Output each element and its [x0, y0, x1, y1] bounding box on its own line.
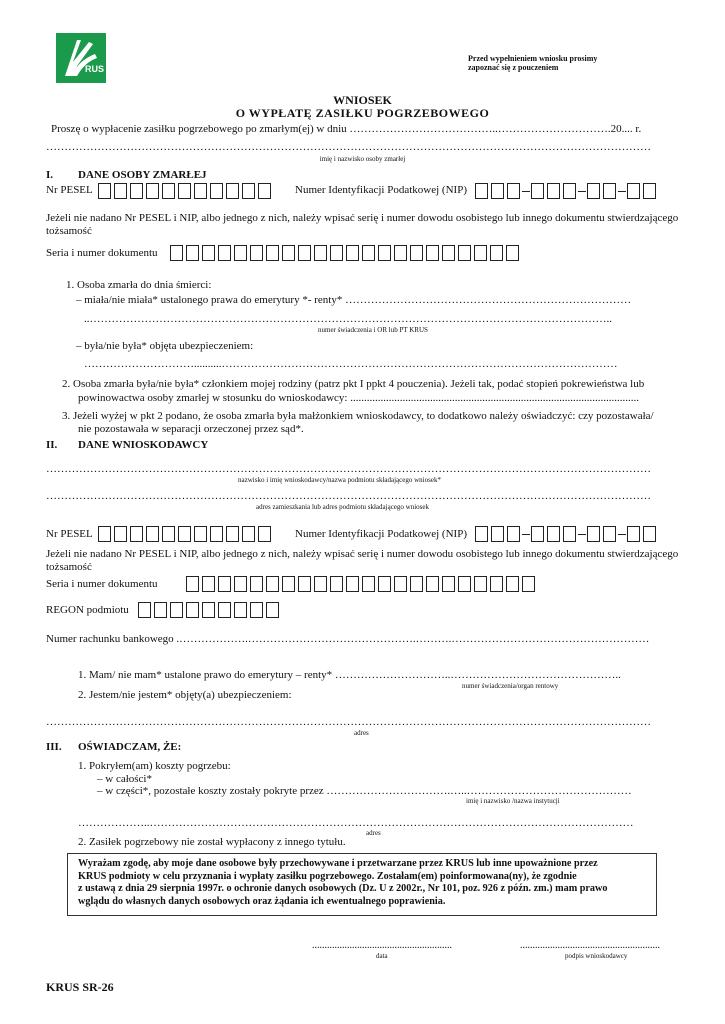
header-note-line1: Przed wypełnieniem wniosku prosimy [468, 54, 598, 63]
s2-doc-boxes[interactable] [186, 576, 538, 592]
nip-digit-box[interactable] [507, 183, 520, 199]
doc-char-box[interactable] [314, 576, 327, 592]
pesel-digit-box[interactable] [178, 526, 191, 542]
regon-digit-box[interactable] [202, 602, 215, 618]
s2-address-field[interactable]: ………………………………………………………………………………………………………………………………………………… [46, 490, 651, 502]
s1-doc-label: Seria i numer dokumentu [46, 247, 158, 259]
pesel-digit-box[interactable] [258, 183, 271, 199]
doc-char-box[interactable] [410, 576, 423, 592]
nip-digit-box[interactable] [627, 183, 640, 199]
signature-field[interactable]: ........................................................ [520, 940, 660, 951]
pesel-digit-box[interactable] [114, 526, 127, 542]
date-field[interactable]: ........................................................ [312, 940, 452, 951]
regon-digit-box[interactable] [234, 602, 247, 618]
nip-digit-box[interactable] [587, 183, 600, 199]
doc-char-box[interactable] [330, 245, 343, 261]
nip-digit-box[interactable] [531, 183, 544, 199]
nip-dash [578, 534, 586, 535]
s1-pesel-boxes[interactable] [98, 183, 274, 199]
s1-nopesel-text: Jeżeli nie nadano Nr PESEL i NIP, albo jednego z nich, należy wpisać serię i numer dowodu osobistego lub innego dokumentu stwierdzającego tożsamość [46, 212, 679, 237]
nip-digit-box[interactable] [643, 183, 656, 199]
pesel-digit-box[interactable] [98, 183, 111, 199]
doc-char-box[interactable] [506, 576, 519, 592]
s1-item1-title: 1. Osoba zmarła do dnia śmierci: [66, 279, 212, 291]
pesel-digit-box[interactable] [194, 183, 207, 199]
regon-digit-box[interactable] [170, 602, 183, 618]
s2-regon-boxes[interactable] [138, 602, 282, 618]
pesel-digit-box[interactable] [242, 526, 255, 542]
nip-digit-box[interactable] [547, 183, 560, 199]
s3-address-field[interactable]: ………………..…………………………………………………………………………………………………………………… [78, 817, 634, 829]
header-note-line2: zapoznać się z pouczeniem [468, 63, 559, 72]
s1-item3-line2: nie pozostawała w separacji orzeczonej przez sąd*. [78, 423, 304, 435]
s3-option-partial[interactable]: – w części*, pozostałe koszty zostały pokryte przez …………………………….…..……………………………………… [97, 785, 632, 797]
doc-char-box[interactable] [266, 576, 279, 592]
nip-digit-box[interactable] [491, 183, 504, 199]
pesel-digit-box[interactable] [162, 526, 175, 542]
nip-dash [578, 191, 586, 192]
doc-char-box[interactable] [442, 245, 455, 261]
regon-digit-box[interactable] [138, 602, 151, 618]
section1-title: DANE OSOBY ZMARŁEJ [78, 169, 207, 181]
s1-nip-label: Numer Identyfikacji Podatkowej (NIP) [295, 184, 467, 196]
regon-digit-box[interactable] [154, 602, 167, 618]
section2-number: II. [46, 439, 58, 451]
s2-doc-label: Seria i numer dokumentu [46, 578, 158, 590]
doc-char-box[interactable] [394, 576, 407, 592]
doc-char-box[interactable] [362, 576, 375, 592]
doc-char-box[interactable] [314, 245, 327, 261]
doc-char-box[interactable] [490, 245, 503, 261]
s2-item1[interactable]: 1. Mam/ nie mam* ustalone prawo do emerytury – renty* …………………………..……………………………………….. [78, 669, 621, 681]
s2-nip-boxes[interactable] [475, 526, 659, 542]
krus-logo [55, 32, 107, 84]
s2-item1-caption: numer świadczenia/organ rentowy [462, 682, 559, 690]
form-title-line2: O WYPŁATĘ ZASIŁKU POGRZEBOWEGO [235, 106, 490, 120]
form-code: KRUS SR-26 [46, 980, 114, 994]
doc-char-box[interactable] [506, 245, 519, 261]
s1-item1-number-field[interactable]: ..…………………………………………………………………………………………………………………………….. [84, 313, 612, 325]
date-label: data [376, 952, 388, 960]
doc-char-box[interactable] [250, 576, 263, 592]
nip-digit-box[interactable] [603, 183, 616, 199]
doc-char-box[interactable] [298, 245, 311, 261]
nip-digit-box[interactable] [491, 526, 504, 542]
s3-address-caption: adres [366, 829, 381, 837]
doc-char-box[interactable] [250, 245, 263, 261]
doc-char-box[interactable] [458, 245, 471, 261]
nip-digit-box[interactable] [563, 183, 576, 199]
doc-char-box[interactable] [234, 576, 247, 592]
s2-pesel-label: Nr PESEL [46, 528, 93, 540]
doc-char-box[interactable] [202, 245, 215, 261]
consent-box [67, 853, 657, 916]
pesel-digit-box[interactable] [130, 183, 143, 199]
nip-digit-box[interactable] [563, 526, 576, 542]
s2-pesel-boxes[interactable] [98, 526, 274, 542]
nip-digit-box[interactable] [475, 526, 488, 542]
doc-char-box[interactable] [378, 576, 391, 592]
s3-item1: 1. Pokryłem(am) koszty pogrzebu: [78, 760, 231, 772]
doc-char-box[interactable] [186, 576, 199, 592]
doc-char-box[interactable] [282, 245, 295, 261]
doc-char-box[interactable] [186, 245, 199, 261]
s2-regon-label: REGON podmiotu [46, 604, 129, 616]
pesel-digit-box[interactable] [242, 183, 255, 199]
nip-dash [618, 534, 626, 535]
pesel-digit-box[interactable] [162, 183, 175, 199]
doc-char-box[interactable] [346, 245, 359, 261]
s2-insurance-address-caption: adres [354, 729, 369, 737]
doc-char-box[interactable] [378, 245, 391, 261]
pesel-digit-box[interactable] [226, 526, 239, 542]
doc-char-box[interactable] [362, 245, 375, 261]
doc-char-box[interactable] [298, 576, 311, 592]
deceased-name-field[interactable]: ………………………………………………………………………………………………………………………………………………… [46, 141, 651, 153]
regon-digit-box[interactable] [218, 602, 231, 618]
nip-digit-box[interactable] [643, 526, 656, 542]
nip-digit-box[interactable] [507, 526, 520, 542]
nip-digit-box[interactable] [627, 526, 640, 542]
doc-char-box[interactable] [442, 576, 455, 592]
s1-pesel-label: Nr PESEL [46, 184, 93, 196]
consent-line4: wglądu do własnych danych osobowych oraz żądania ich ewentualnego poprawienia. [78, 895, 446, 907]
doc-char-box[interactable] [282, 576, 295, 592]
pesel-digit-box[interactable] [210, 526, 223, 542]
pesel-digit-box[interactable] [146, 183, 159, 199]
s2-name-caption: nazwisko i imię wnioskodawcy/nazwa podmiotu składającego wniosek* [238, 476, 441, 484]
s2-insurance-address-field[interactable]: ………………………………………………………………………………………………………………………………………………… [46, 716, 651, 728]
s1-nip-boxes[interactable] [475, 183, 659, 199]
regon-digit-box[interactable] [266, 602, 279, 618]
pesel-digit-box[interactable] [226, 183, 239, 199]
doc-char-box[interactable] [474, 245, 487, 261]
doc-char-box[interactable] [218, 245, 231, 261]
section2-title: DANE WNIOSKODAWCY [78, 439, 209, 451]
s3-option-partial-caption: imię i nazwisko /nazwa instytucji [466, 797, 560, 805]
s2-item2: 2. Jestem/nie jestem* objęty(a) ubezpieczeniem: [78, 689, 292, 701]
s1-item1-caption: numer świadczenia i OR lub PT KRUS [318, 326, 428, 334]
doc-char-box[interactable] [394, 245, 407, 261]
nip-digit-box[interactable] [531, 526, 544, 542]
nip-dash [618, 191, 626, 192]
section3-number: III. [46, 741, 62, 753]
s3-option-full[interactable]: – w całości* [97, 773, 152, 785]
regon-digit-box[interactable] [250, 602, 263, 618]
nip-digit-box[interactable] [475, 183, 488, 199]
pesel-digit-box[interactable] [258, 526, 271, 542]
s2-nip-label: Numer Identyfikacji Podatkowej (NIP) [295, 528, 467, 540]
s2-name-field[interactable]: ………………………………………………………………………………………………………………………………………………… [46, 463, 651, 475]
s1-item1-insurance: – była/nie była* objęta ubezpieczeniem: [76, 340, 254, 352]
intro-text: Proszę o wypłacenie zasiłku pogrzebowego po zmarłym(ej) w dniu …………………………………..………………………….20.... r. [51, 123, 642, 135]
s2-nopesel-text: Jeżeli nie nadano Nr PESEL i NIP, albo jednego z nich, należy wpisać serię i numer dowodu osobistego lub innego dokumentu stwierdzającego tożsamość [46, 548, 679, 573]
doc-char-box[interactable] [170, 245, 183, 261]
s1-item1-insurance-field[interactable]: …………………………..........……………………………………………………………………………………………… [84, 358, 618, 370]
doc-char-box[interactable] [346, 576, 359, 592]
deceased-name-caption: imię i nazwisko osoby zmarłej [319, 155, 406, 163]
doc-char-box[interactable] [490, 576, 503, 592]
nip-digit-box[interactable] [603, 526, 616, 542]
doc-char-box[interactable] [426, 245, 439, 261]
pesel-digit-box[interactable] [130, 526, 143, 542]
svg-text:RUS: RUS [85, 64, 105, 74]
doc-char-box[interactable] [522, 576, 535, 592]
doc-char-box[interactable] [202, 576, 215, 592]
regon-digit-box[interactable] [186, 602, 199, 618]
s3-item2: 2. Zasiłek pogrzebowy nie został wypłacony z innego tytułu. [78, 836, 346, 848]
doc-char-box[interactable] [218, 576, 231, 592]
nip-digit-box[interactable] [547, 526, 560, 542]
consent-line1: Wyrażam zgodę, aby moje dane osobowe były przechowywane i przetwarzane przez KRUS lub inne upoważnione przez [78, 858, 598, 869]
doc-char-box[interactable] [458, 576, 471, 592]
s1-item3-line1: 3. Jeżeli wyżej w pkt 2 podano, że osoba zmarła była małżonkiem wnioskodawcy, to dodatkowo należy oświadczyć: czy pozostawała/ [62, 410, 654, 422]
pesel-digit-box[interactable] [98, 526, 111, 542]
nip-dash [522, 191, 530, 192]
section1-number: I. [46, 169, 54, 181]
s2-account-field[interactable]: Numer rachunku bankowego .……………….……………………………………….……….……………………………………………… [46, 633, 650, 645]
pesel-digit-box[interactable] [114, 183, 127, 199]
doc-char-box[interactable] [234, 245, 247, 261]
s1-item2-line2[interactable]: powinowactwa osoby zmarłej w stosunku do wnioskodawcy: ......................................................................................................... [78, 392, 639, 404]
consent-line3: z ustawą z dnia 29 sierpnia 1997r. o ochronie danych osobowych (Dz. U z 2002r., Nr 101, poz. 926 z późn. zm.) mam prawo [78, 883, 608, 894]
pesel-digit-box[interactable] [178, 183, 191, 199]
pesel-digit-box[interactable] [210, 183, 223, 199]
s1-doc-boxes[interactable] [170, 245, 522, 261]
form-title-line1: WNIOSEK [333, 93, 392, 107]
pesel-digit-box[interactable] [146, 526, 159, 542]
doc-char-box[interactable] [330, 576, 343, 592]
doc-char-box[interactable] [266, 245, 279, 261]
doc-char-box[interactable] [474, 576, 487, 592]
doc-char-box[interactable] [410, 245, 423, 261]
nip-dash [522, 534, 530, 535]
s1-item1-pension[interactable]: – miała/nie miała* ustalonego prawa do emerytury *- renty* …………………………………………………………………… [76, 294, 632, 306]
s1-item2-line1: 2. Osoba zmarła była/nie była* członkiem mojej rodziny (patrz pkt I ppkt 4 pouczenia). Jeżeli tak, podać stopień pokrewieństwa lub [62, 378, 645, 390]
consent-line2: KRUS podmioty w celu przyznania i wypłaty zasiłku pogrzebowego. Zostałam(em) poinformowana(ny), że zgodnie [78, 870, 577, 882]
s2-address-caption: adres zamieszkania lub adres podmiotu składającego wniosek [256, 503, 429, 511]
pesel-digit-box[interactable] [194, 526, 207, 542]
signature-label: podpis wnioskodawcy [565, 952, 628, 960]
section3-title: OŚWIADCZAM, ŻE: [78, 741, 182, 753]
doc-char-box[interactable] [426, 576, 439, 592]
nip-digit-box[interactable] [587, 526, 600, 542]
